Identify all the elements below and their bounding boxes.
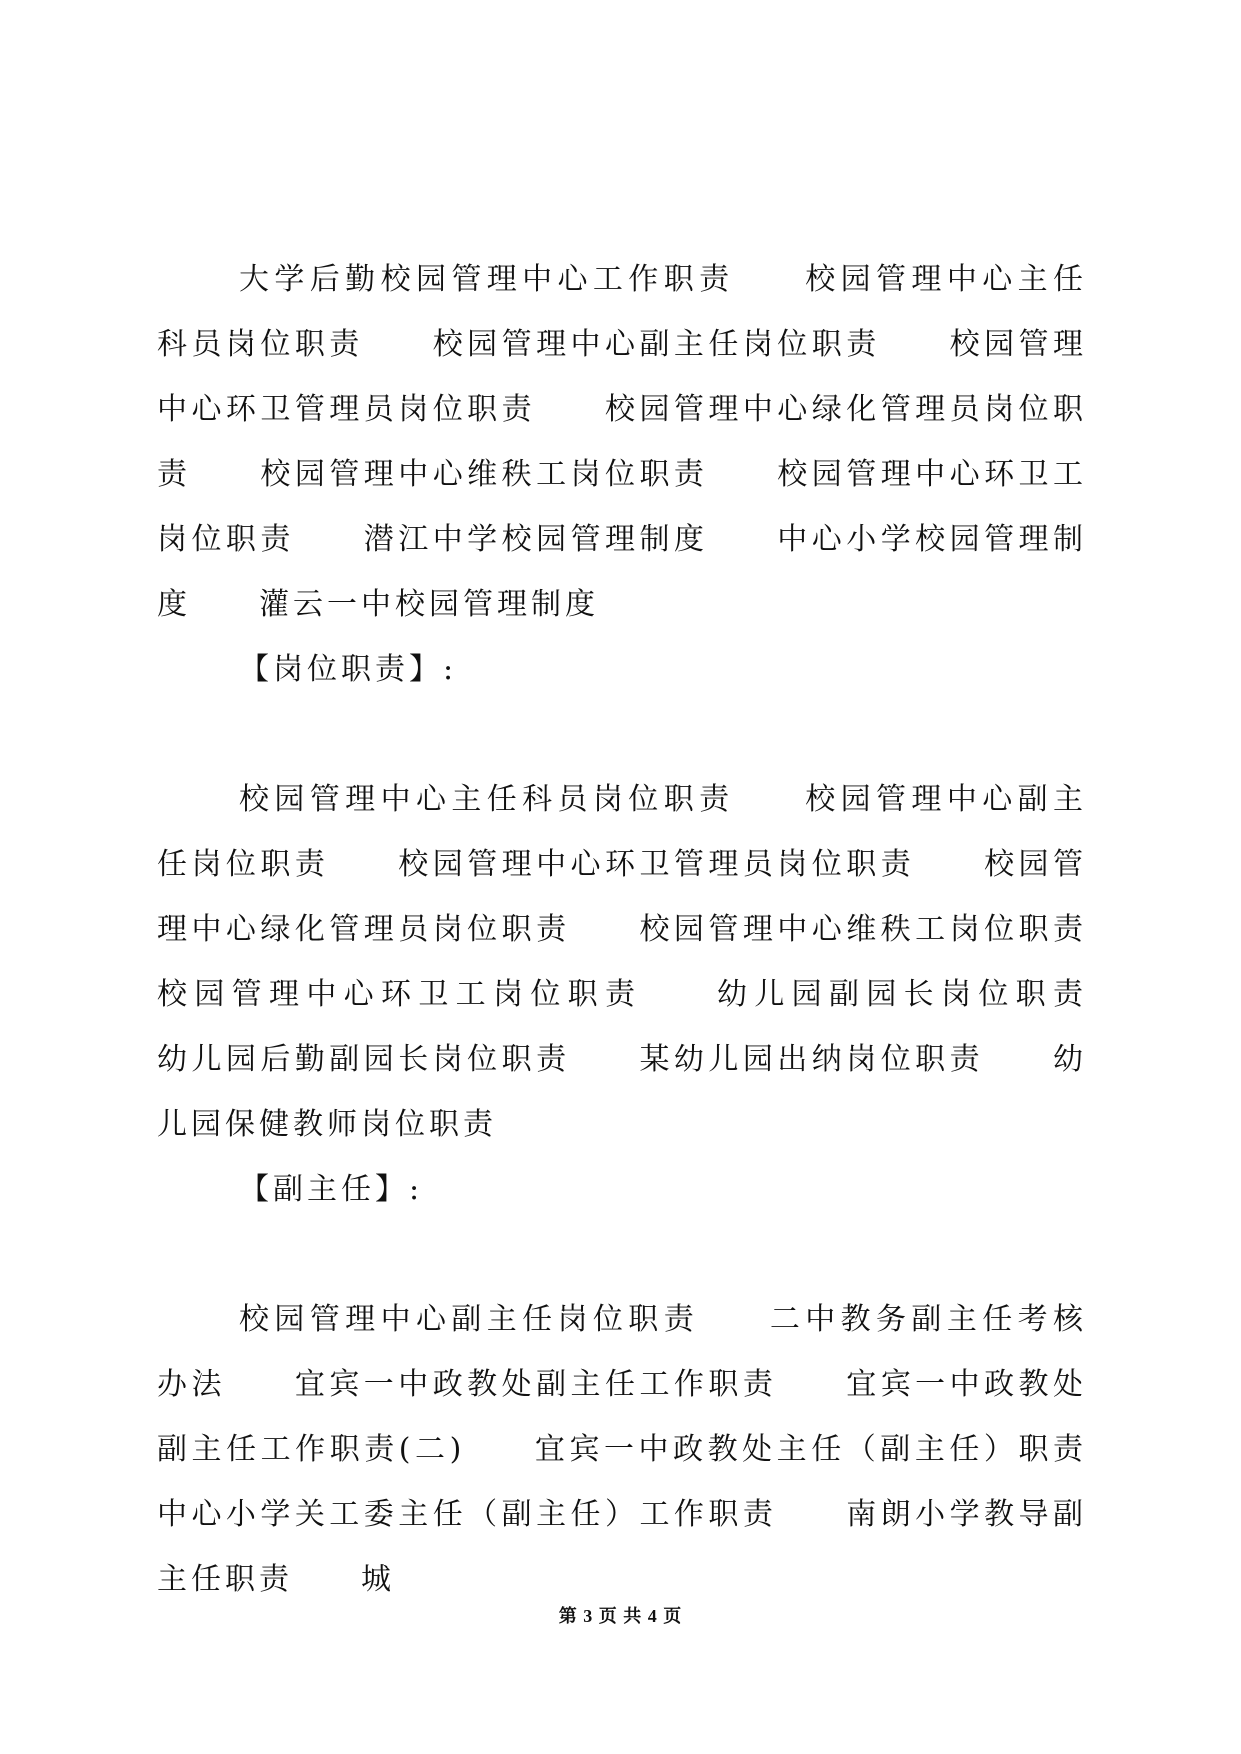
section-heading-deputy-director: 【副主任】: — [239, 1172, 424, 1207]
section-spacer — [157, 702, 1087, 767]
deputy-director-paragraph: 校园管理中心副主任岗位职责 二中教务副主任考核办法 宜宾一中政教处副主任工作职责 宜宾一中政教处副主任工作职责(二) 宜宾一中政教处主任（副主任）职责 中心小学关工委主任（副主任）工作职责 南朗小学教导副主任职责 城 — [157, 1302, 1155, 1597]
document-body — [157, 247, 1155, 1612]
section-spacer — [157, 1222, 1087, 1287]
section-heading-job-duties: 【岗位职责】: — [239, 652, 458, 687]
job-duties-paragraph: 校园管理中心主任科员岗位职责 校园管理中心副主任岗位职责 校园管理中心环卫管理员岗位职责 校园管理中心绿化管理员岗位职责 校园管理中心维秩工岗位职责 校园管理中心环卫工岗位职责 幼儿园副园长岗位职责 幼儿园后勤副园长岗位职责 某幼儿园出纳岗位职责 幼儿园保健教师岗位职责 — [157, 782, 1155, 1142]
page-number-footer: 第 3 页 共 4 页 — [558, 1606, 683, 1626]
intro-paragraph: 大学后勤校园管理中心工作职责 校园管理中心主任科员岗位职责 校园管理中心副主任岗位职责 校园管理中心环卫管理员岗位职责 校园管理中心绿化管理员岗位职责 校园管理中心维秩工岗位职责 校园管理中心环卫工岗位职责 潜江中学校园管理制度 中心小学校园管理制度 灌云一中校园管理制度 — [157, 262, 1087, 622]
